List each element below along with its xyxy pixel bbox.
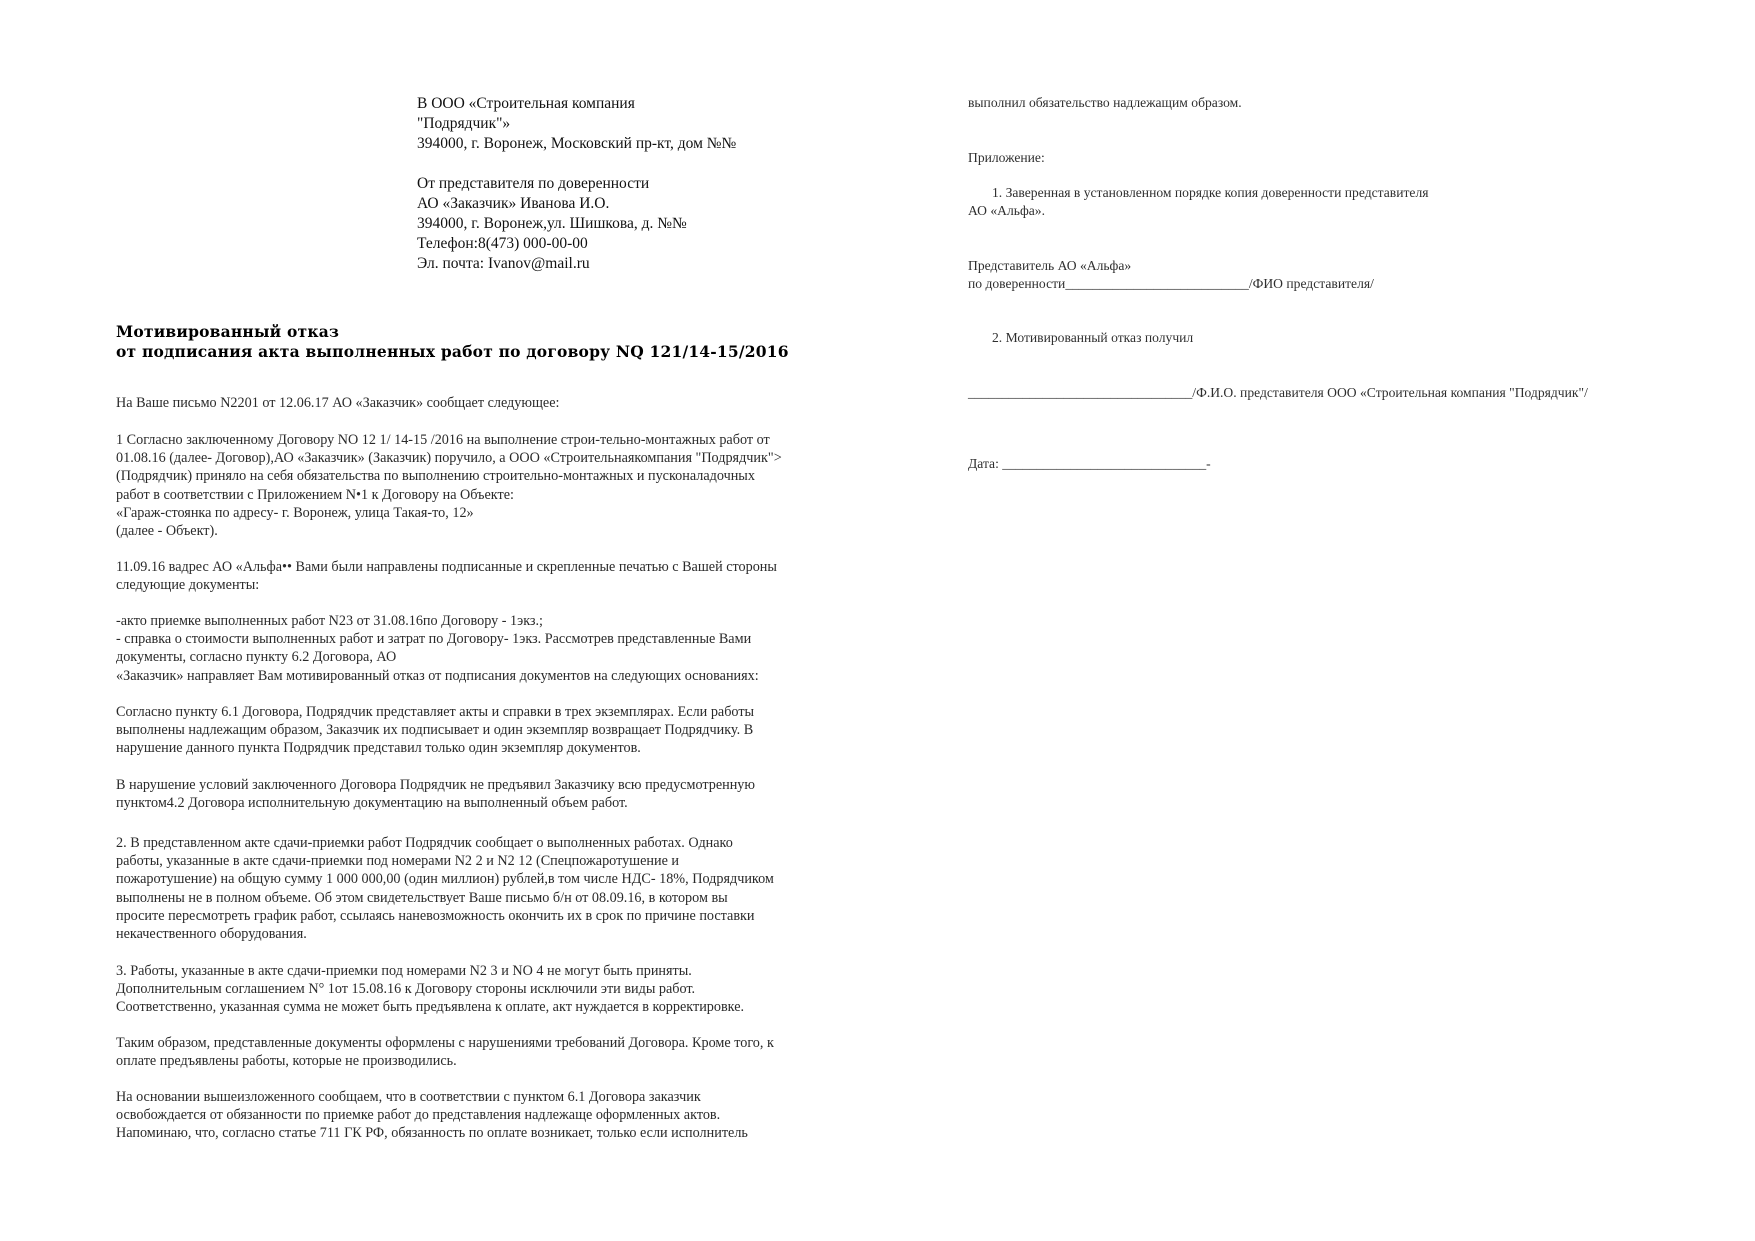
- list-item: -акто приемке выполненных работ N23 от 31.08.16по Договору - 1экз.;: [116, 613, 543, 629]
- sender-phone: Телефон:8(473) 000-00-00: [417, 235, 588, 252]
- paragraph-line: На основании вышеизложенного сообщаем, что в соответствии с пунктом 6.1 Договора заказчик: [116, 1089, 701, 1105]
- continuation-text: [968, 94, 1242, 112]
- attachments-section: [968, 149, 1045, 167]
- paragraph-6: [116, 962, 816, 1017]
- paragraph-line: 1 Согласно заключенному Договору NO 12 1/ 14-15 /2016 на выполнение строи-тельно-монтажных работ от: [116, 432, 770, 448]
- attachment-item: [968, 184, 1429, 220]
- paragraph-line: следующие документы:: [116, 577, 260, 594]
- list-item: - справка о стоимости выполненных работ и затрат по Договору- 1экз. Рассмотрев представленные Вами: [116, 631, 752, 648]
- paragraph-line: (далее - Объект).: [116, 523, 218, 540]
- address-block: [417, 94, 736, 274]
- paragraph-line: Дополнительным соглашением N° 1от 15.08.16 к Договору стороны исключили эти виды работ.: [116, 981, 696, 998]
- paragraph-5: [116, 834, 816, 943]
- paragraph-line: пунктом4.2 Договора исполнительную документацию на выполненный объем работ.: [116, 795, 628, 812]
- paragraph-line: Согласно пункту 6.1 Договора, Подрядчик представляет акты и справки в трех экземплярах. Если работы: [116, 704, 755, 720]
- paragraph-line: 11.09.16 вадрес АО «Альфа•• Вами были направлены подписанные и скрепленные печатью с Вашей стороны: [116, 559, 777, 575]
- recipient-address: 394000, г. Воронеж, Московский пр-кт, дом №№: [417, 135, 737, 152]
- date-field: [968, 455, 1211, 473]
- paragraph-line: (Подрядчик) приняло на себя обязательства по выполнению строительно-монтажных и пусконаладочных: [116, 468, 755, 485]
- paragraph-line: пожаротушение) на общую сумму 1 000 000,00 (один миллион) рублей,в том числе НДС- 18%, Подрядчиком: [116, 871, 774, 888]
- paragraph-8: [116, 1088, 816, 1143]
- attachments-label: Приложение:: [968, 150, 1045, 165]
- list-item: документы, согласно пункту 6.2 Договора, АО: [116, 649, 397, 666]
- attachment-item-cont: АО «Альфа».: [968, 203, 1045, 218]
- sender-line: От представителя по доверенности: [417, 175, 650, 192]
- received-label: 2. Мотивированный отказ получил: [992, 330, 1194, 345]
- paragraph-line: освобождается от обязанности по приемке работ до представления надлежаще оформленных актов.: [116, 1107, 721, 1124]
- paragraph-line: Напоминаю, что, согласно статье 711 ГК РФ, обязанность по оплате возникает, только если исполнитель: [116, 1125, 748, 1142]
- continuation-line: выполнил обязательство надлежащим образом.: [968, 95, 1242, 110]
- intro-paragraph: [116, 394, 816, 412]
- paragraph-line: выполнены надлежащим образом, Заказчик их подписывает и один экземпляр возвращает Подрядчику. В: [116, 722, 754, 739]
- intro-line: На Ваше письмо N2201 от 12.06.17 АО «Заказчик» сообщает следующее:: [116, 395, 560, 411]
- sender-address: 394000, г. Воронеж,ул. Шишкова, д. №№: [417, 215, 687, 232]
- contractor-signature: [968, 384, 1588, 402]
- contractor-signature-line: _________________________________/Ф.И.О. представителя ООО «Строительная компания "Подрядчик"/: [968, 385, 1588, 400]
- representative-signature: [968, 257, 1374, 293]
- title-line-2: от подписания акта выполненных работ по договору NQ 121/14-15/2016: [116, 342, 789, 361]
- representative-signature-line: по доверенности___________________________/ФИО представителя/: [968, 276, 1374, 291]
- paragraph-line: 2. В представленном акте сдачи-приемки работ Подрядчик сообщает о выполненных работах. Однако: [116, 835, 733, 851]
- paragraph-line: В нарушение условий заключенного Договора Подрядчик не предъявил Заказчику всю предусмотренную: [116, 777, 755, 793]
- title-line-1: Мотивированный отказ: [116, 322, 340, 341]
- sender-email: Эл. почта: Ivanov@mail.ru: [417, 255, 590, 272]
- paragraph-line: работ в соответствии с Приложением N•1 к Договору на Объекте:: [116, 486, 514, 503]
- documents-list: [116, 612, 816, 685]
- sender-name: АО «Заказчик» Иванова И.О.: [417, 195, 610, 212]
- date-line: Дата: ______________________________-: [968, 456, 1211, 471]
- attachment-item-text: 1. Заверенная в установленном порядке копия доверенности представителя: [992, 185, 1429, 200]
- recipient-line: "Подрядчик"»: [417, 115, 511, 132]
- paragraph-line: 01.08.16 (далее- Договор),АО «Заказчик» (Заказчик) поручило, а ООО «Строительнаякомпания "Подрядчик">: [116, 450, 782, 467]
- received-section: [968, 329, 1193, 347]
- paragraph-7: [116, 1034, 816, 1070]
- paragraph-line: работы, указанные в акте сдачи-приемки под номерами N2 2 и N2 12 (Спецпожаротушение и: [116, 853, 680, 870]
- representative-line: Представитель АО «Альфа»: [968, 258, 1132, 273]
- paragraph-line: Таким образом, представленные документы оформлены с нарушениями требований Договора. Кроме того, к: [116, 1035, 774, 1051]
- paragraph-2: [116, 558, 816, 594]
- paragraph-1: [116, 431, 816, 540]
- paragraph-line: просите пересмотреть график работ, ссылаясь наневозможность окончить их в срок по причине поставки: [116, 907, 755, 924]
- paragraph-line: выполнены не в полном объеме. Об этом свидетельствует Ваше письмо б/н от 08.09.16, в котором вы: [116, 889, 728, 906]
- list-item: «Заказчик» направляет Вам мотивированный отказ от подписания документов на следующих основаниях:: [116, 667, 759, 684]
- paragraph-line: нарушение данного пункта Подрядчик представил только один экземпляр документов.: [116, 740, 641, 757]
- paragraph-line: некачественного оборудования.: [116, 926, 307, 943]
- document-title: [116, 322, 789, 362]
- paragraph-4: [116, 776, 816, 812]
- paragraph-line: оплате предъявлены работы, которые не производились.: [116, 1053, 457, 1070]
- paragraph-line: 3. Работы, указанные в акте сдачи-приемки под номерами N2 3 и NO 4 не могут быть приняты.: [116, 963, 692, 979]
- recipient-line: В ООО «Строительная компания: [417, 95, 635, 112]
- paragraph-3: [116, 703, 816, 758]
- paragraph-line: «Гараж-стоянка по адресу- г. Воронеж, улица Такая-то, 12»: [116, 504, 474, 521]
- paragraph-line: Соответственно, указанная сумма не может быть предъявлена к оплате, акт нуждается в корректировке.: [116, 999, 745, 1016]
